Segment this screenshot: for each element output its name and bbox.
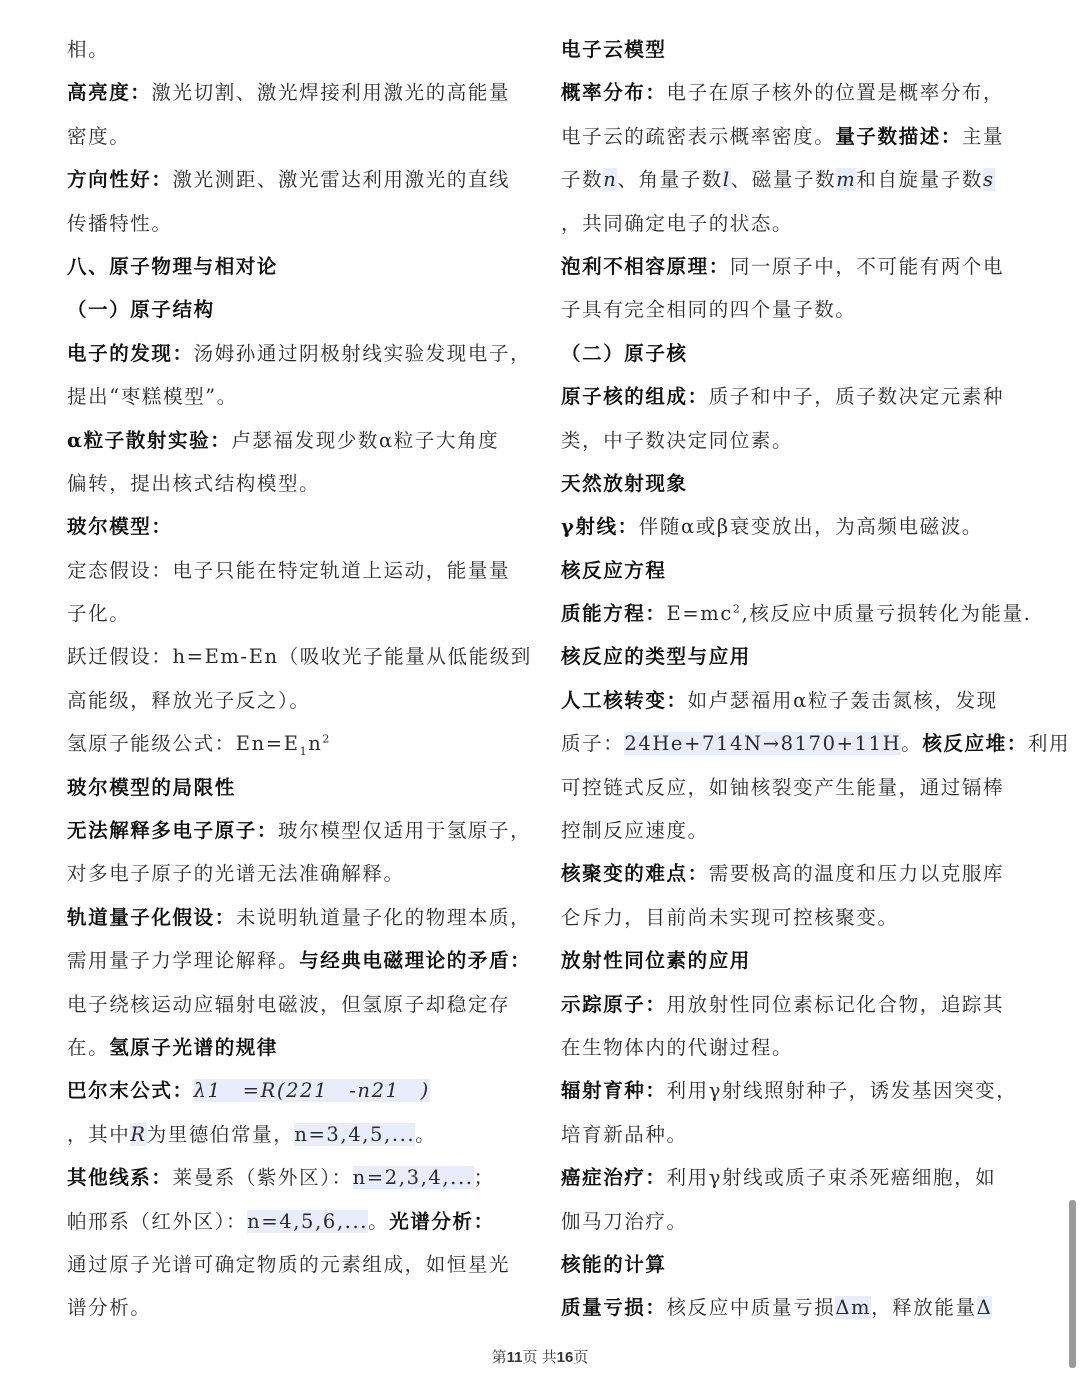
text: 可控链式反应，如铀核裂变产生能量，通过镉棒 <box>561 775 1005 799</box>
text-line <box>561 766 1017 809</box>
formula-line <box>67 722 529 765</box>
text: 跃迁假设：h=Em-En（吸收光子能量从低能级到 <box>67 645 532 669</box>
text: 主量 <box>961 124 1005 148</box>
topic-heading <box>561 1243 1017 1286</box>
balmer-formula: λ1 =R(221 -n21 ) <box>193 1079 430 1103</box>
text-line <box>561 809 1017 852</box>
text: 高能级，释放光子反之）。 <box>67 688 311 712</box>
term-label: 质能方程： <box>561 602 667 626</box>
text-line <box>561 505 1017 548</box>
text-line <box>561 158 1017 201</box>
term-label: γ射线： <box>561 515 639 539</box>
left-column <box>67 28 532 1330</box>
text: 培育新品种。 <box>561 1122 688 1146</box>
text: 电子绕核运动应辐射电磁波，但氢原子却稳定存 <box>67 992 511 1016</box>
text: n <box>308 732 323 756</box>
text-line <box>67 592 529 635</box>
text-line <box>67 549 529 592</box>
text-line <box>67 896 532 939</box>
text: E=mc <box>666 602 733 626</box>
superscript: 2 <box>322 732 331 746</box>
math-var: s <box>982 168 995 192</box>
text: 子化。 <box>67 602 131 626</box>
text-line <box>67 1026 529 1069</box>
page-footer <box>0 1346 1080 1367</box>
term-label: 量子数描述： <box>835 124 962 148</box>
text: ； <box>473 1166 495 1190</box>
term-label: 核反应堆： <box>922 732 1028 756</box>
text-line <box>561 1200 1017 1243</box>
text-line <box>67 1286 529 1329</box>
text: 利用γ射线照射种子，诱发基因突变， <box>666 1079 1018 1103</box>
math-expr: n=4,5,6,... <box>247 1209 369 1233</box>
text-line <box>67 462 529 505</box>
superscript: 2 <box>732 602 742 616</box>
text-line <box>561 1286 1017 1329</box>
subsection-heading <box>561 332 1017 375</box>
text: 莱曼系（紫外区）： <box>172 1166 353 1190</box>
text-line <box>561 71 1017 114</box>
heading-text: 核反应的类型与应用 <box>561 645 751 669</box>
heading-text: 八、原子物理与相对论 <box>67 254 279 278</box>
text-line <box>67 71 529 114</box>
topic-heading <box>561 462 1017 505</box>
text: ，其中 <box>67 1122 131 1146</box>
text: 通过原子光谱可确定物质的元素组成，如恒星光 <box>67 1252 511 1276</box>
text: 伽马刀治疗。 <box>561 1209 688 1233</box>
text: ,核反应中质量亏损转化为能量. <box>741 602 1032 626</box>
text-line <box>67 635 532 678</box>
term-label: 轨道量子化假设： <box>67 905 236 929</box>
text-line <box>67 1156 529 1199</box>
topic-heading <box>561 28 1017 71</box>
text: 激光切割、激光焊接利用激光的高能量 <box>151 81 511 105</box>
text: 定态假设：电子只能在特定轨道上运动，能量量 <box>67 558 511 582</box>
term-label: 与经典电磁理论的矛盾： <box>299 949 532 973</box>
text: 需用量子力学理论解释。 <box>67 949 300 973</box>
text: 质子： <box>561 732 625 756</box>
math-expr: n=3,4,5,... <box>294 1122 416 1146</box>
text-line <box>561 375 1017 418</box>
text-line <box>67 809 532 852</box>
text: 。 <box>901 732 923 756</box>
text-line <box>561 722 1071 765</box>
text: 电子云的疏密表示概率密度。 <box>561 124 836 148</box>
text-line <box>67 1113 529 1156</box>
subscript: 1 <box>299 745 309 759</box>
text: 仑斥力，目前尚未实现可控核聚变。 <box>561 905 899 929</box>
text: ，共同确定电子的状态。 <box>561 211 794 235</box>
text-line <box>561 1026 1017 1069</box>
text: 电子在原子核外的位置是概率分布， <box>666 81 1005 105</box>
term-label: 辐射育种： <box>561 1079 667 1103</box>
total-pages: 16 <box>556 1349 574 1366</box>
topic-heading <box>561 549 1017 592</box>
text: 控制反应速度。 <box>561 819 709 843</box>
term-label: 人工核转变： <box>561 688 688 712</box>
text-line <box>561 983 1017 1026</box>
heading-text: 玻尔模型： <box>67 515 173 539</box>
text: 玻尔模型仅适用于氢原子， <box>278 819 532 843</box>
heading-text: 电子云模型 <box>561 38 667 61</box>
text-line <box>67 983 529 1026</box>
topic-heading <box>67 766 529 809</box>
text: 、磁量子数 <box>730 168 837 192</box>
text: 氢原子能级公式：En=E <box>67 732 300 756</box>
text: 。 <box>368 1209 390 1233</box>
text: 伴随α或β衰变放出，为高频电磁波。 <box>638 515 983 539</box>
term-label: 概率分布： <box>561 81 667 105</box>
text: 子数 <box>561 168 604 192</box>
text-line <box>561 1113 1017 1156</box>
text-line <box>67 332 532 375</box>
term-label: 电子的发现： <box>67 341 194 365</box>
text: 在生物体内的代谢过程。 <box>561 1035 794 1059</box>
text-line <box>561 1156 1017 1199</box>
heading-text: （二）原子核 <box>561 341 688 365</box>
text: 。 <box>415 1122 437 1146</box>
math-var: n <box>603 168 618 192</box>
heading-text: 核能的计算 <box>561 1252 667 1276</box>
formula-line <box>67 1069 529 1112</box>
text: 为里德伯常量， <box>146 1122 295 1146</box>
math-expr: Δm <box>835 1296 872 1320</box>
term-label: 示踪原子： <box>561 992 667 1016</box>
text-line <box>561 245 1017 288</box>
heading-text: 放射性同位素的应用 <box>561 949 751 973</box>
text: 同一原子中，不可能有两个电 <box>729 254 1005 278</box>
text-line <box>561 852 1017 895</box>
term-label: 光谱分析： <box>389 1209 495 1233</box>
topic-heading <box>561 939 1017 982</box>
formula-line <box>561 592 1032 635</box>
text-line <box>67 375 529 418</box>
math-var: R <box>130 1122 147 1146</box>
text: 相。 <box>67 38 110 61</box>
text-line <box>67 28 529 71</box>
text-line <box>67 419 529 462</box>
math-expr: n=2,3,4,... <box>352 1166 474 1190</box>
text: ，释放能量 <box>871 1296 977 1320</box>
text: 提出“枣糕模型”。 <box>67 385 238 409</box>
term-label: 泡利不相容原理： <box>561 254 730 278</box>
text-line <box>67 1243 529 1286</box>
topic-heading: 氢原子光谱的规律 <box>109 1035 279 1059</box>
heading-text: 核反应方程 <box>561 558 667 582</box>
term-label: 核聚变的难点： <box>561 862 709 886</box>
term-label: 其他线系： <box>67 1166 173 1190</box>
topic-heading <box>561 635 1017 678</box>
term-label: 高亮度： <box>67 81 152 105</box>
text-line <box>561 679 1017 722</box>
text: 需要极高的温度和压力以克服库 <box>708 862 1005 886</box>
term-label: 癌症治疗： <box>561 1166 667 1190</box>
right-column <box>561 28 1071 1330</box>
term-label: 方向性好： <box>67 168 173 192</box>
text-line <box>561 288 1017 331</box>
text-line <box>67 158 529 201</box>
text-line <box>561 1069 1017 1112</box>
term-label: α粒子散射实验： <box>67 428 232 452</box>
text: 用放射性同位素标记化合物，追踪其 <box>666 992 1005 1016</box>
heading-text: 天然放射现象 <box>561 471 688 495</box>
math-var: l <box>722 168 731 192</box>
heading-text: （一）原子结构 <box>67 298 215 322</box>
footer-text: 页 共 <box>522 1349 557 1366</box>
text-line <box>561 419 1017 462</box>
term-label: 无法解释多电子原子： <box>67 819 279 843</box>
section-heading <box>67 245 529 288</box>
text: 在。 <box>67 1035 110 1059</box>
text: 密度。 <box>67 124 131 148</box>
text-line <box>67 679 529 722</box>
heading-text: 玻尔模型的局限性 <box>67 775 236 799</box>
text: 激光测距、激光雷达利用激光的直线 <box>172 168 511 192</box>
text-line <box>67 852 529 895</box>
text-line <box>67 202 529 245</box>
text-line <box>67 1200 529 1243</box>
math-var: m <box>836 168 857 192</box>
text-line <box>67 115 529 158</box>
text: 卢瑟福发现少数α粒子大角度 <box>231 428 500 452</box>
text-line <box>561 115 1017 158</box>
text: 如卢瑟福用α粒子轰击氮核，发现 <box>687 688 998 712</box>
text: 利用γ射线或质子束杀死癌细胞，如 <box>666 1166 997 1190</box>
text-line <box>561 202 1017 245</box>
text: 汤姆孙通过阴极射线实验发现电子， <box>193 341 532 365</box>
text: 质子和中子，质子数决定元素种 <box>708 385 1005 409</box>
text: 利用 <box>1027 732 1071 756</box>
subsection-heading <box>67 288 529 331</box>
footer-text: 页 <box>573 1349 589 1366</box>
term-label: 原子核的组成： <box>561 385 709 409</box>
text: 核反应中质量亏损 <box>666 1296 836 1320</box>
page-number: 11 <box>506 1349 523 1366</box>
text: 传播特性。 <box>67 211 173 235</box>
text: 类，中子数决定同位素。 <box>561 428 794 452</box>
text-line <box>561 896 1017 939</box>
term-label: 质量亏损： <box>561 1296 667 1320</box>
text: 子具有完全相同的四个量子数。 <box>561 298 857 322</box>
scrollbar-thumb[interactable] <box>1069 1200 1076 1368</box>
text: 、角量子数 <box>617 168 723 192</box>
nuclear-equation: 24He+714N→8170+11H <box>624 732 902 756</box>
text: 未说明轨道量子化的物理本质， <box>235 905 532 929</box>
text: 帕邢系（红外区）： <box>67 1209 248 1233</box>
footer-text: 第 <box>491 1349 507 1366</box>
math-expr: Δ <box>976 1296 993 1320</box>
term-label: 巴尔末公式： <box>67 1079 194 1103</box>
text: 和自旋量子数 <box>856 168 983 192</box>
text: 对多电子原子的光谱无法准确解释。 <box>67 862 405 886</box>
text: 谱分析。 <box>67 1296 152 1320</box>
text: 偏转，提出核式结构模型。 <box>67 471 321 495</box>
text-line <box>67 939 532 982</box>
topic-heading <box>67 505 529 548</box>
